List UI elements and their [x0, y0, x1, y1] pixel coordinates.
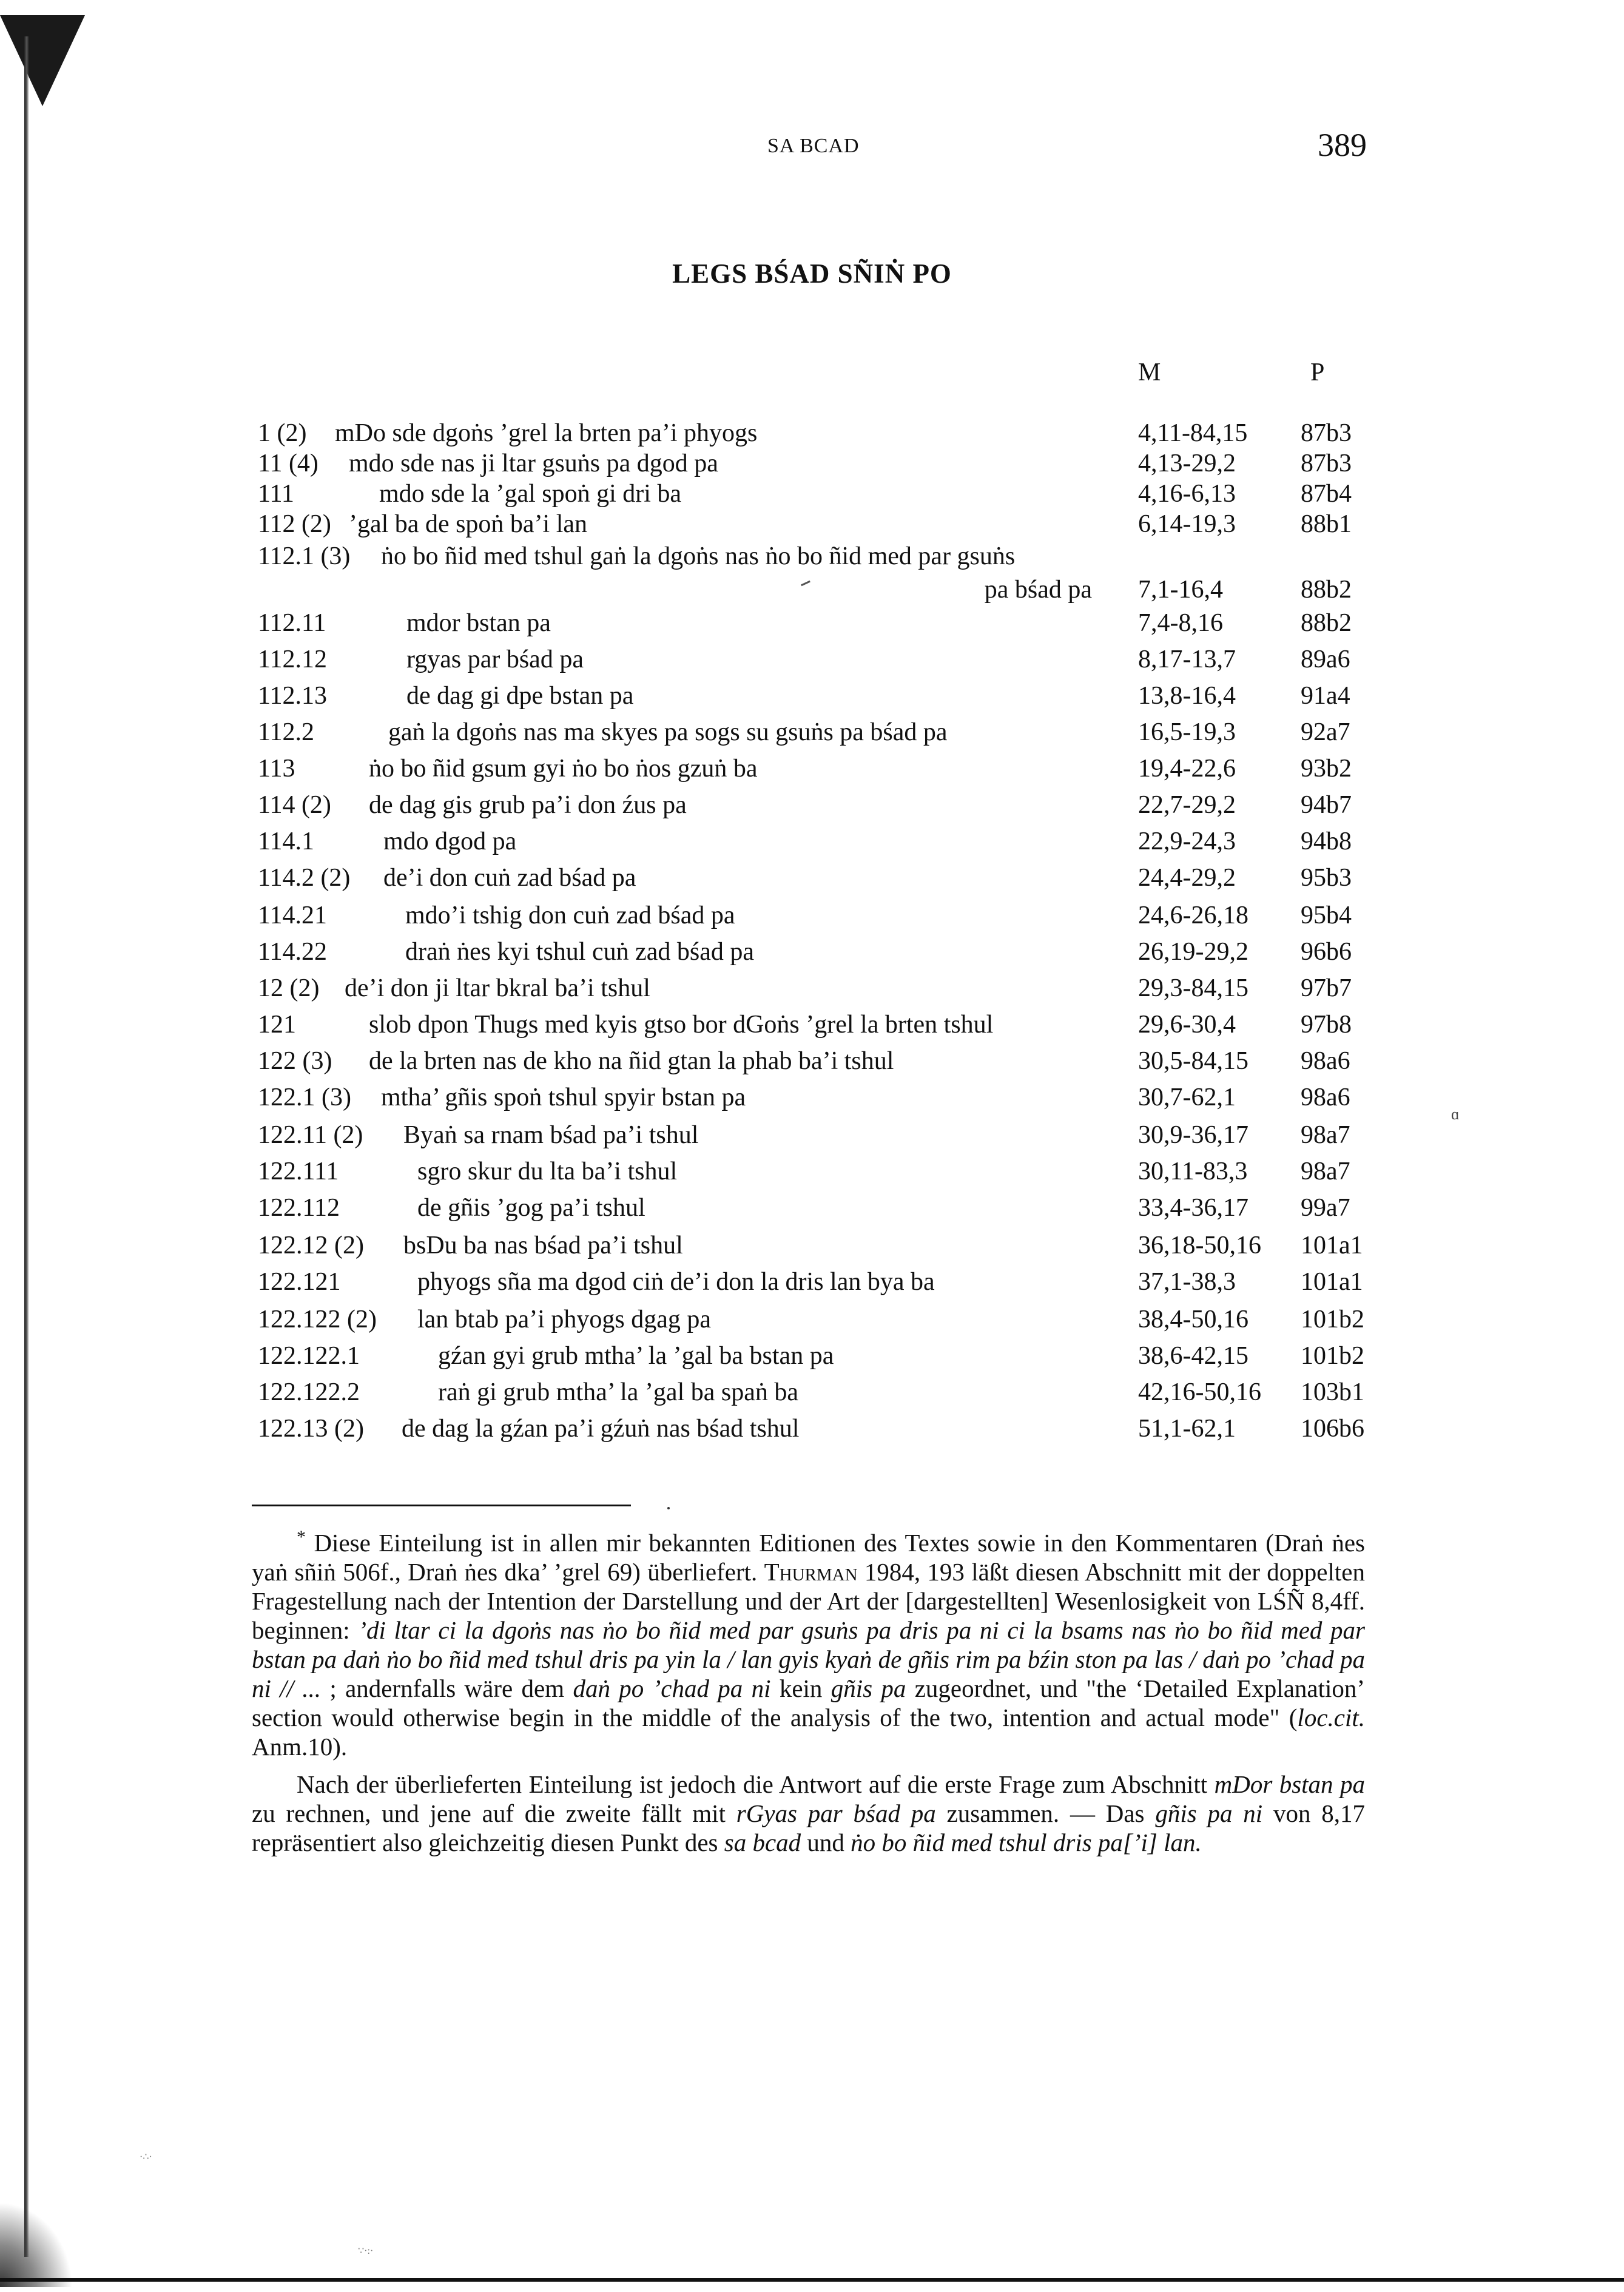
outline-row-m-ref: 51,1-62,1: [1138, 1415, 1236, 1443]
outline-row-number: 111: [258, 480, 294, 508]
fn2-text-b: zu rechnen, und jene auf die zweite fällt mit: [252, 1799, 726, 1827]
outline-row-m-ref: 24,4-29,2: [1138, 864, 1236, 892]
fn1-text-d: kein: [779, 1674, 823, 1702]
outline-row-number: 122.111: [258, 1158, 339, 1185]
running-head: SA BCAD: [767, 135, 860, 157]
outline-row-p-ref: 106b6: [1301, 1415, 1364, 1443]
fn2-term5: ṅo bo ñid med tshul dris pa[’i] lan.: [851, 1829, 1202, 1856]
outline-row-m-ref: 33,4-36,17: [1138, 1194, 1248, 1222]
outline-row: [0, 608, 1624, 645]
outline-row-p-ref: 91a4: [1301, 682, 1350, 710]
fn1-text-f: Anm.10).: [252, 1733, 348, 1761]
fn2-term2: rGyas par bśad pa: [736, 1799, 936, 1827]
outline-row-p-ref: 98a6: [1301, 1047, 1350, 1075]
column-header-m: M: [1138, 359, 1161, 386]
outline-row-title: de’i don ji ltar bkral ba’i tshul: [345, 974, 650, 1002]
outline-row-m-ref: 6,14-19,3: [1138, 510, 1236, 538]
outline-row-m-ref: 24,6-26,18: [1138, 902, 1248, 929]
outline-row-title: de dag gis grub pa’i don źus pa: [369, 791, 687, 819]
outline-row-p-ref: 96b6: [1301, 938, 1352, 966]
outline-row: [0, 1121, 1624, 1157]
outline-row-title: de’i don cuṅ zad bśad pa: [383, 864, 636, 892]
outline-row-number: 113: [258, 755, 295, 783]
outline-row-number: 122.13 (2): [258, 1415, 364, 1443]
outline-row-title: ṅo bo ñid med tshul gaṅ la dgoṅs nas ṅo bo ñid med par gsuṅs: [381, 542, 1016, 570]
scan-bottom-edge: [0, 2278, 1624, 2282]
outline-row: [0, 575, 1624, 612]
scan-artifact-bottom: [0, 2202, 73, 2287]
outline-row-number: 112 (2): [258, 510, 331, 538]
outline-row: [0, 718, 1624, 754]
outline-row-p-ref: 93b2: [1301, 755, 1352, 783]
outline-row: [0, 681, 1624, 718]
outline-row-number: 114.1: [258, 827, 314, 855]
outline-row-number: 112.2: [258, 718, 314, 746]
outline-row: [0, 863, 1624, 900]
fn1-term2: gñis pa: [831, 1674, 906, 1702]
outline-row-m-ref: 4,13-29,2: [1138, 450, 1236, 477]
outline-row-title: raṅ gi grub mtha’ la ’gal ba spaṅ ba: [438, 1378, 799, 1406]
outline-row: [0, 1157, 1624, 1193]
outline-row-title: gźan gyi grub mtha’ la ’gal ba bstan pa: [438, 1342, 834, 1370]
outline-row-number: 122.122.2: [258, 1378, 360, 1406]
margin-mark: ɑ: [1451, 1105, 1460, 1123]
outline-row-title: mdo sde nas ji ltar gsuṅs pa dgod pa: [349, 450, 718, 477]
scan-speck: ·∴·: [140, 2152, 152, 2162]
footnote-paragraph-1: [252, 1523, 1365, 1761]
outline-row-m-ref: 7,4-8,16: [1138, 609, 1223, 637]
outline-row-title: slob dpon Thugs med kyis gtso bor dGoṅs ’grel la brten tshul: [369, 1011, 994, 1039]
fn1-quote: ’di ltar ci la dgoṅs nas ṅo bo ñid med par gsuṅs pa dris pa ni ci la bsams nas ṅo bo ñid med par bstan pa daṅ ṅo bo ñid med tshul dris pa yin la / lan gyis kyaṅ de gñis rim pa bźin ston pa las / daṅ po ’chad pa ni // ...: [252, 1616, 1366, 1702]
outline-row-m-ref: 16,5-19,3: [1138, 718, 1236, 746]
fn2-term1: mDor bstan pa: [1214, 1770, 1365, 1798]
footnote-paragraph-2: [252, 1770, 1365, 1857]
outline-row-m-ref: 30,5-84,15: [1138, 1047, 1248, 1075]
outline-row-m-ref: 42,16-50,16: [1138, 1378, 1261, 1406]
outline-row-m-ref: 29,6-30,4: [1138, 1011, 1236, 1039]
outline-row: [0, 1267, 1624, 1304]
outline-row-m-ref: 38,6-42,15: [1138, 1342, 1248, 1370]
outline-row-m-ref: 38,4-50,16: [1138, 1306, 1248, 1333]
fn1-loccit: loc.cit.: [1297, 1704, 1365, 1731]
outline-row-p-ref: 88b1: [1301, 510, 1352, 538]
outline-row-number: 114.2 (2): [258, 864, 351, 892]
outline-row-number: 114.22: [258, 938, 327, 966]
fn1-text-a: Diese Einteilung ist in allen mir bekannten Editionen des Textes sowie in den Kommentaren (Draṅ ṅes yaṅ sñiṅ 506f., Draṅ ṅes dka’ ’grel 69) überliefert.: [252, 1529, 1365, 1586]
outline-row-number: 1 (2): [258, 419, 307, 447]
outline-row: [0, 510, 1624, 546]
outline-row-m-ref: 22,9-24,3: [1138, 827, 1236, 855]
outline-row-number: 122.122 (2): [258, 1306, 377, 1333]
outline-row-p-ref: 98a7: [1301, 1158, 1350, 1185]
outline-row-number: 112.1 (3): [258, 542, 351, 570]
outline-row-number: 122.112: [258, 1194, 340, 1222]
outline-row-p-ref: 97b8: [1301, 1011, 1352, 1039]
outline-row-p-ref: 97b7: [1301, 974, 1352, 1002]
outline-row-p-ref: 101b2: [1301, 1342, 1364, 1370]
outline-row-m-ref: 30,7-62,1: [1138, 1084, 1236, 1111]
outline-row-m-ref: 19,4-22,6: [1138, 755, 1236, 783]
fn1-text-e: zugeordnet, und "the ‘Detailed Explanation’ section would otherwise begin in the middle of the analysis of the two, intention and actual mode" (: [252, 1674, 1366, 1731]
outline-row-number: 112.11: [258, 609, 326, 637]
outline-row-number: 112.12: [258, 645, 327, 673]
outline-row-p-ref: 95b3: [1301, 864, 1352, 892]
outline-row-title: de la brten nas de kho na ñid gtan la phab ba’i tshul: [369, 1047, 894, 1075]
outline-row-title: lan btab pa’i phyogs dgag pa: [417, 1306, 712, 1333]
outline-row-number: 121: [258, 1011, 296, 1039]
outline-row-number: 114.21: [258, 902, 327, 929]
footnote-rule: [252, 1505, 631, 1506]
column-header-p: P: [1310, 359, 1325, 386]
outline-row-title: phyogs sña ma dgod ciṅ de’i don la dris lan bya ba: [417, 1268, 935, 1296]
outline-row: [0, 974, 1624, 1010]
outline-row-title: bsDu ba nas bśad pa’i tshul: [403, 1232, 683, 1259]
outline-row-title: mDo sde dgoṅs ’grel la brten pa’i phyogs: [335, 419, 758, 447]
outline-row: [0, 1047, 1624, 1083]
outline-row-p-ref: 88b2: [1301, 576, 1352, 604]
outline-row: [0, 645, 1624, 681]
outline-row-number: 112.13: [258, 682, 327, 710]
outline-row-title: ṅo bo ñid gsum gyi ṅo bo ṅos gzuṅ ba: [369, 755, 758, 783]
outline-row-number: 122.121: [258, 1268, 341, 1296]
outline-row-title: sgro skur du lta ba’i tshul: [417, 1158, 678, 1185]
outline-row: [0, 827, 1624, 863]
outline-row-m-ref: 26,19-29,2: [1138, 938, 1248, 966]
fn2-text-d: von 8,17 repräsentiert also gleichzeitig diesen Punkt des: [252, 1799, 1365, 1856]
outline-row-title: mtha’ gñis spoṅ tshul spyir bstan pa: [381, 1084, 746, 1111]
footnote-marker: *: [297, 1527, 306, 1547]
outline-row-m-ref: 4,11-84,15: [1138, 419, 1248, 447]
outline-row-title: mdo sde la ’gal spoṅ gi dri ba: [379, 480, 682, 508]
outline-row-m-ref: 30,9-36,17: [1138, 1121, 1248, 1149]
outline-row-number: 122.11 (2): [258, 1121, 363, 1149]
fn2-text-a: Nach der überlieferten Einteilung ist jedoch die Antwort auf die erste Frage zum Abschnitt: [297, 1770, 1208, 1798]
outline-row: [0, 1341, 1624, 1378]
outline-row: [0, 1305, 1624, 1341]
fn1-text-c: ; andernfalls wäre dem: [329, 1674, 565, 1702]
fn1-term1: daṅ po ’chad pa ni: [573, 1674, 771, 1702]
outline-row-number: 122.12 (2): [258, 1232, 364, 1259]
outline-row-p-ref: 89a6: [1301, 645, 1350, 673]
outline-row-p-ref: 87b3: [1301, 450, 1352, 477]
outline-row-p-ref: 87b3: [1301, 419, 1352, 447]
outline-row-m-ref: 13,8-16,4: [1138, 682, 1236, 710]
fn2-text-c: zusammen. — Das: [946, 1799, 1145, 1827]
fn1-text-b: 1984, 193 läßt diesen Abschnitt mit der doppelten Fragestellung nach der Intention der Darstellung und der Art der [dargestellten] Wesenlosigkeit von LŚÑ 8,4ff. beginnen:: [252, 1558, 1365, 1644]
fn1-author: Thurman: [764, 1558, 858, 1586]
outline-row-m-ref: 7,1-16,4: [1138, 576, 1223, 604]
outline-row-m-ref: 29,3-84,15: [1138, 974, 1248, 1002]
outline-row-p-ref: 98a7: [1301, 1121, 1350, 1149]
outline-row-p-ref: 94b8: [1301, 827, 1352, 855]
outline-row-title: gaṅ la dgoṅs nas ma skyes pa sogs su gsuṅs pa bśad pa: [388, 718, 948, 746]
scan-speck: ∵·:·: [358, 2246, 374, 2256]
outline-row-title: de dag gi dpe bstan pa: [406, 682, 634, 710]
outline-row-title: Byaṅ sa rnam bśad pa’i tshul: [403, 1121, 699, 1149]
outline-row: [0, 1414, 1624, 1451]
outline-row-p-ref: 101b2: [1301, 1306, 1364, 1333]
fn2-term4: sa bcad: [724, 1829, 801, 1856]
outline-row-m-ref: 8,17-13,7: [1138, 645, 1236, 673]
outline-row-number: 12 (2): [258, 974, 320, 1002]
outline-row-m-ref: 36,18-50,16: [1138, 1232, 1261, 1259]
outline-row-number: 114 (2): [258, 791, 331, 819]
fn2-term3: gñis pa ni: [1155, 1799, 1263, 1827]
outline-row-number: 122 (3): [258, 1047, 332, 1075]
outline-row-title: draṅ ṅes kyi tshul cuṅ zad bśad pa: [405, 938, 755, 966]
outline-row-p-ref: 92a7: [1301, 718, 1350, 746]
outline-row-m-ref: 37,1-38,3: [1138, 1268, 1236, 1296]
fn2-text-e: und: [807, 1829, 844, 1856]
outline-row: [0, 1231, 1624, 1267]
outline-row: [0, 1010, 1624, 1047]
scan-dot: [667, 1507, 670, 1509]
outline-row-p-ref: 88b2: [1301, 609, 1352, 637]
outline-row-p-ref: 103b1: [1301, 1378, 1364, 1406]
page-number: 389: [1318, 127, 1367, 163]
outline-row: [0, 542, 1624, 578]
outline-row-m-ref: 30,11-83,3: [1138, 1158, 1248, 1185]
outline-row-title: mdo’i tshig don cuṅ zad bśad pa: [405, 902, 735, 929]
outline-row-title: mdor bstan pa: [406, 609, 551, 637]
outline-row: [0, 1193, 1624, 1230]
outline-row: [0, 1083, 1624, 1119]
outline-row-p-ref: 87b4: [1301, 480, 1352, 508]
outline-row-p-ref: 101a1: [1301, 1268, 1363, 1296]
outline-row-m-ref: 4,16-6,13: [1138, 480, 1236, 508]
outline-row-p-ref: 94b7: [1301, 791, 1352, 819]
outline-row-p-ref: 95b4: [1301, 902, 1352, 929]
section-title: LEGS BŚAD SÑIṄ PO: [672, 258, 952, 289]
outline-row-number: 11 (4): [258, 450, 318, 477]
outline-row-number: 122.1 (3): [258, 1084, 351, 1111]
outline-row-m-ref: 22,7-29,2: [1138, 791, 1236, 819]
outline-row-number: 122.122.1: [258, 1342, 360, 1370]
outline-row-title: ’gal ba de spoṅ ba’i lan: [349, 510, 588, 538]
outline-row: [0, 1378, 1624, 1414]
scan-artifact-top: [0, 15, 85, 106]
outline-row-title: de dag la gźan pa’i gźuṅ nas bśad tshul: [402, 1415, 800, 1443]
outline-row-continuation: pa bśad pa: [984, 576, 1092, 604]
outline-row-p-ref: 99a7: [1301, 1194, 1350, 1222]
outline-row: [0, 937, 1624, 974]
footnote: [252, 1523, 1365, 1857]
outline-row-title: mdo dgod pa: [383, 827, 517, 855]
outline-row-p-ref: 98a6: [1301, 1084, 1350, 1111]
outline-row-p-ref: 101a1: [1301, 1232, 1363, 1259]
outline-row: [0, 901, 1624, 937]
outline-row-title: de gñis ’gog pa’i tshul: [417, 1194, 645, 1222]
outline-row: [0, 754, 1624, 790]
outline-row: [0, 790, 1624, 827]
outline-row-title: rgyas par bśad pa: [406, 645, 584, 673]
